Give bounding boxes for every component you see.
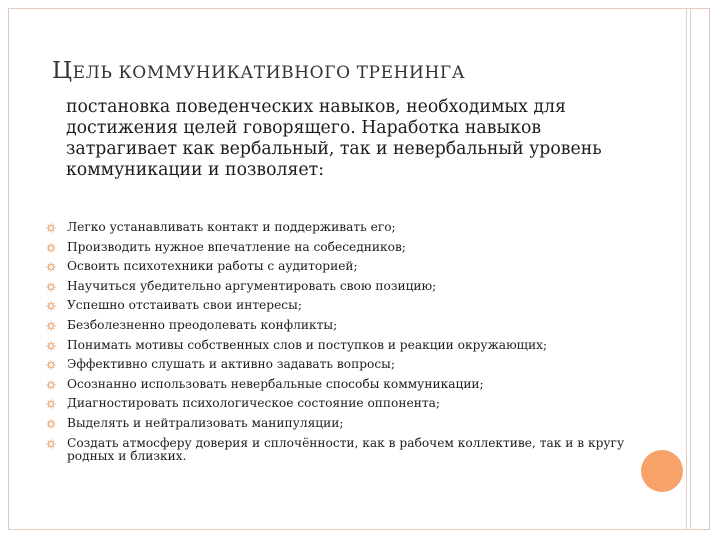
sun-bullet-icon	[46, 223, 56, 233]
list-item-text: Легко устанавливать контакт и поддерживать его;	[67, 220, 396, 234]
sun-bullet-icon	[46, 419, 56, 429]
list-item	[46, 394, 636, 414]
sun-bullet-icon	[46, 243, 56, 253]
sun-bullet-icon	[46, 380, 56, 390]
list-item	[46, 238, 636, 258]
decorative-rule	[690, 8, 691, 530]
list-item-text: Осознанно использовать невербальные способы коммуникации;	[67, 376, 484, 391]
list-item-text: Эффективно слушать и активно задавать вопросы;	[67, 357, 395, 372]
list-item	[46, 277, 636, 297]
sun-bullet-icon	[46, 321, 56, 331]
list-item-text: Диагностировать психологическое состояние оппонента;	[67, 396, 440, 411]
list-item	[46, 355, 636, 375]
list-item-text: Освоить психотехники работы с аудиторией;	[67, 259, 358, 274]
list-item	[46, 296, 636, 316]
bullet-list	[46, 218, 636, 466]
sun-bullet-icon	[46, 360, 56, 370]
list-item	[46, 375, 636, 395]
list-item-text: Понимать мотивы собственных слов и поступков и реакции окружающих;	[67, 337, 548, 352]
list-item	[46, 434, 636, 467]
title-first-letter: Ц	[52, 58, 73, 84]
title-rest: ЕЛЬ КОММУНИКАТИВНОГО ТРЕНИНГА	[72, 63, 466, 83]
sun-bullet-icon	[46, 439, 56, 449]
list-item	[46, 218, 636, 238]
list-item	[46, 336, 636, 356]
list-item-text: Успешно отстаивать свои интересы;	[67, 298, 302, 313]
sun-bullet-icon	[46, 301, 56, 311]
sun-bullet-icon	[46, 282, 56, 292]
list-item	[46, 316, 636, 336]
list-item	[46, 257, 636, 277]
sun-bullet-icon	[46, 341, 56, 351]
orange-circle-decor	[641, 450, 683, 492]
list-item-text: Выделять и нейтрализовать манипуляции;	[67, 415, 344, 430]
sun-bullet-icon	[46, 399, 56, 409]
slide-title	[52, 58, 465, 84]
list-item-text: Безболезненно преодолевать конфликты;	[67, 317, 338, 332]
list-item-text: Научиться убедительно аргументировать свою позицию;	[67, 278, 437, 293]
list-item-text: Производить нужное впечатление на собеседников;	[67, 239, 406, 254]
decorative-rule	[686, 8, 687, 530]
list-item	[46, 414, 636, 434]
sun-bullet-icon	[46, 262, 56, 272]
list-item-text: Создать атмосферу доверия и сплочённости, как в рабочем коллективе, так и в кругу родных и близких.	[67, 435, 625, 463]
intro-paragraph: постановка поведенческих навыков, необходимых для достижения целей говорящего. Наработка навыков затрагивает как вербальный, так и невербальный уровень коммуникации и позволяет:	[66, 97, 602, 180]
